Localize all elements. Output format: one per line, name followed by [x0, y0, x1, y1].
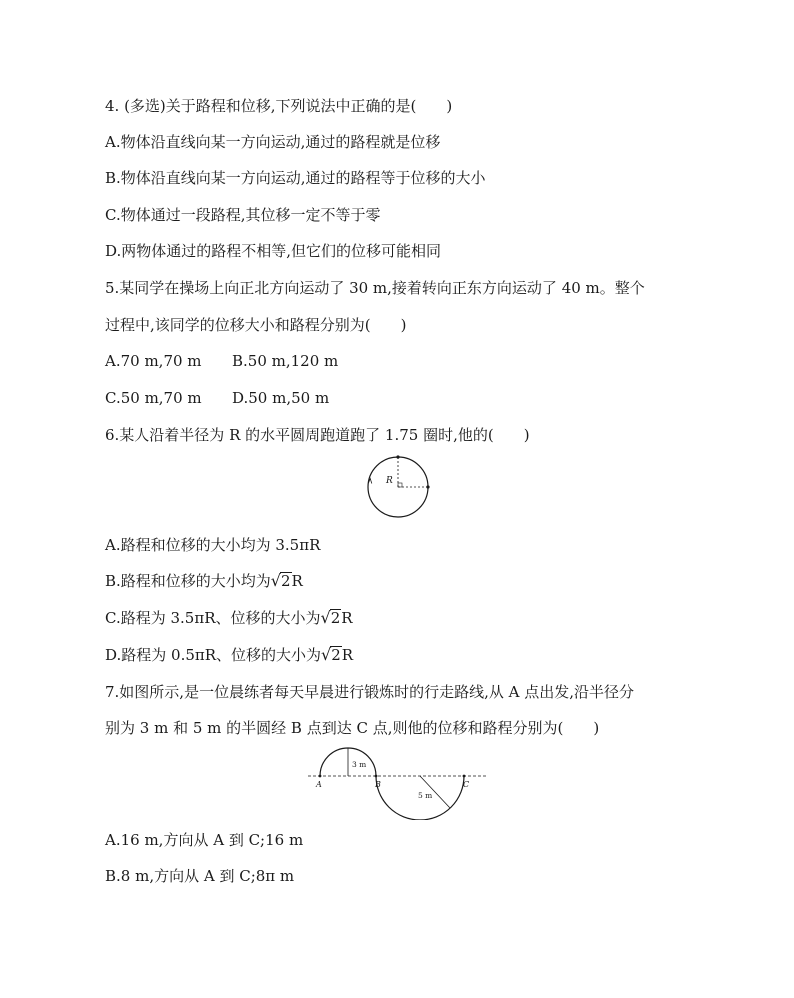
q5-option-d: D.50 m,50 m	[232, 389, 330, 407]
q4-option-d: D.两物体通过的路程不相等,但它们的位移可能相同	[105, 242, 442, 260]
q5-stem-line2: 过程中,该同学的位移大小和路程分别为( )	[105, 316, 407, 334]
q6-option-c	[105, 608, 353, 628]
q6-option-b	[105, 571, 303, 591]
start-point	[396, 455, 399, 458]
sqrt-expression	[271, 571, 292, 591]
q7-stem-line2: 别为 3 m 和 5 m 的半圆经 B 点到达 C 点,则他的位移和路程分别为( )	[105, 719, 600, 737]
sqrt-suffix: R	[341, 646, 354, 664]
label-b: B	[375, 780, 381, 789]
label-radius-5m: 5 m	[418, 791, 433, 800]
q4-option-b: B.物体沿直线向某一方向运动,通过的路程等于位移的大小	[105, 169, 486, 187]
point-b	[375, 775, 378, 778]
q5-option-c: C.50 m,70 m	[105, 389, 202, 407]
sqrt-expression	[321, 608, 342, 628]
q4-option-c: C.物体通过一段路程,其位移一定不等于零	[105, 206, 381, 224]
sqrt-radicand: 2	[331, 646, 341, 664]
q7-option-b: B.8 m,方向从 A 到 C;8π m	[105, 867, 295, 885]
sqrt-icon: √	[321, 645, 332, 664]
q4-stem: 4. (多选)关于路程和位移,下列说法中正确的是( )	[105, 97, 453, 115]
q6-option-a: A.路程和位移的大小均为 3.5πR	[105, 536, 321, 554]
radius-label: R	[386, 476, 393, 486]
sqrt-icon: √	[270, 571, 281, 590]
sqrt-radicand: 2	[330, 609, 341, 627]
q7-path-figure	[306, 740, 490, 820]
q6-circle-figure	[362, 454, 436, 522]
q7-option-a: A.16 m,方向从 A 到 C;16 m	[105, 831, 304, 849]
sqrt-suffix: R	[291, 572, 303, 590]
point-a	[319, 775, 322, 778]
q7-stem-line1: 7.如图所示,是一位晨练者每天早晨进行锻炼时的行走路线,从 A 点出发,沿半径分	[105, 683, 634, 701]
q5-option-a: A.70 m,70 m	[105, 352, 202, 370]
sqrt-icon: √	[320, 608, 331, 627]
label-a: A	[316, 780, 322, 789]
point-c	[463, 775, 466, 778]
q6-option-d	[105, 645, 353, 665]
q6-option-c-text: C.路程为 3.5πR、位移的大小为	[105, 609, 321, 627]
end-point	[426, 485, 429, 488]
sqrt-suffix: R	[341, 609, 353, 627]
sqrt-radicand: 2	[281, 572, 291, 590]
label-c: C	[463, 780, 470, 789]
q6-option-b-text: B.路程和位移的大小均为	[105, 572, 271, 590]
q5-stem-line1: 5.某同学在操场上向正北方向运动了 30 m,接着转向正东方向运动了 40 m。整个	[105, 279, 645, 297]
label-radius-3m: 3 m	[352, 760, 367, 769]
q5-option-b: B.50 m,120 m	[232, 352, 339, 370]
sqrt-expression	[321, 645, 342, 665]
q6-stem: 6.某人沿着半径为 R 的水平圆周跑道跑了 1.75 圈时,他的( )	[105, 426, 530, 444]
q4-option-a: A.物体沿直线向某一方向运动,通过的路程就是位移	[105, 133, 441, 151]
q6-option-d-text: D.路程为 0.5πR、位移的大小为	[105, 646, 322, 664]
right-angle-mark	[398, 483, 402, 487]
